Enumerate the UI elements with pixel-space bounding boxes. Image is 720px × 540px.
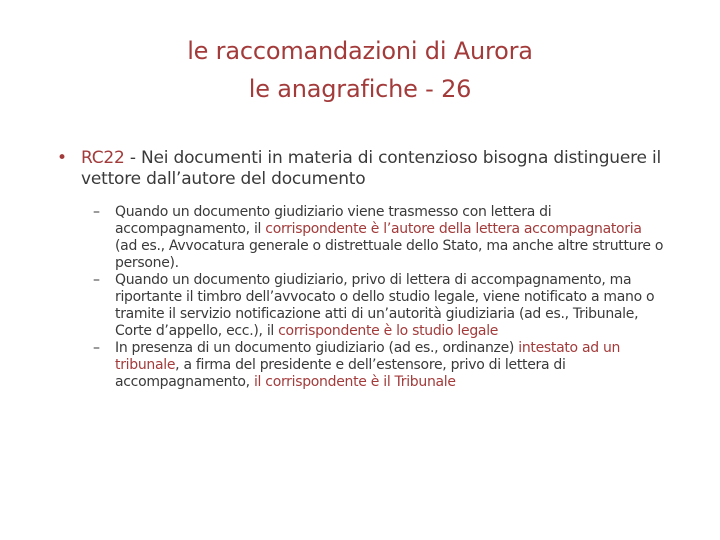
sub-point-text: (ad es., Avvocatura generale o distrettuale dello Stato, ma anche altre strutture o persone). [115, 238, 664, 271]
sub-point-2 [55, 272, 665, 340]
dash-icon: – [93, 204, 100, 220]
main-point-text: - Nei documenti in materia di contenzioso bisogna distinguere il vettore dall’autore del documento [81, 148, 662, 189]
main-bullet-point [55, 148, 665, 190]
slide-title [0, 32, 720, 108]
sub-point-3 [55, 340, 665, 391]
dash-icon: – [93, 340, 100, 356]
recommendation-code: RC22 [81, 148, 125, 168]
sub-points-list [55, 204, 665, 391]
sub-point-highlight: il corrispondente è il Tribunale [253, 374, 456, 390]
sub-point-text: Quando un documento giudiziario, privo di lettera di accompagnamento, ma riportante il timbro dell’avvocato o dello studio legale, viene notificato a mano o tramite il servizio notificazione atti di un’autorità giudiziaria (ad es., Tribunale, Corte d’appello, ecc.), il [115, 272, 655, 339]
bullet-icon: • [57, 148, 67, 168]
title-line-1: le raccomandazioni di Aurora [187, 37, 533, 65]
sub-point-highlight: corrispondente è lo studio legale [278, 323, 499, 339]
slide-body [55, 148, 665, 391]
dash-icon: – [93, 272, 100, 288]
sub-point-1 [55, 204, 665, 272]
sub-point-text: Quando un documento giudiziario viene trasmesso con lettera di accompagnamento, il [115, 204, 552, 237]
title-line-2: le anagrafiche - 26 [248, 75, 472, 103]
sub-point-text: , a firma del presidente e dell’estensore, privo di lettera di accompagnamento, [115, 357, 566, 390]
sub-point-highlight: intestato ad un tribunale [115, 340, 621, 373]
sub-point-highlight: corrispondente è l’autore della lettera accompagnatoria [265, 221, 642, 237]
sub-point-text: In presenza di un documento giudiziario (ad es., ordinanze) [115, 340, 519, 356]
